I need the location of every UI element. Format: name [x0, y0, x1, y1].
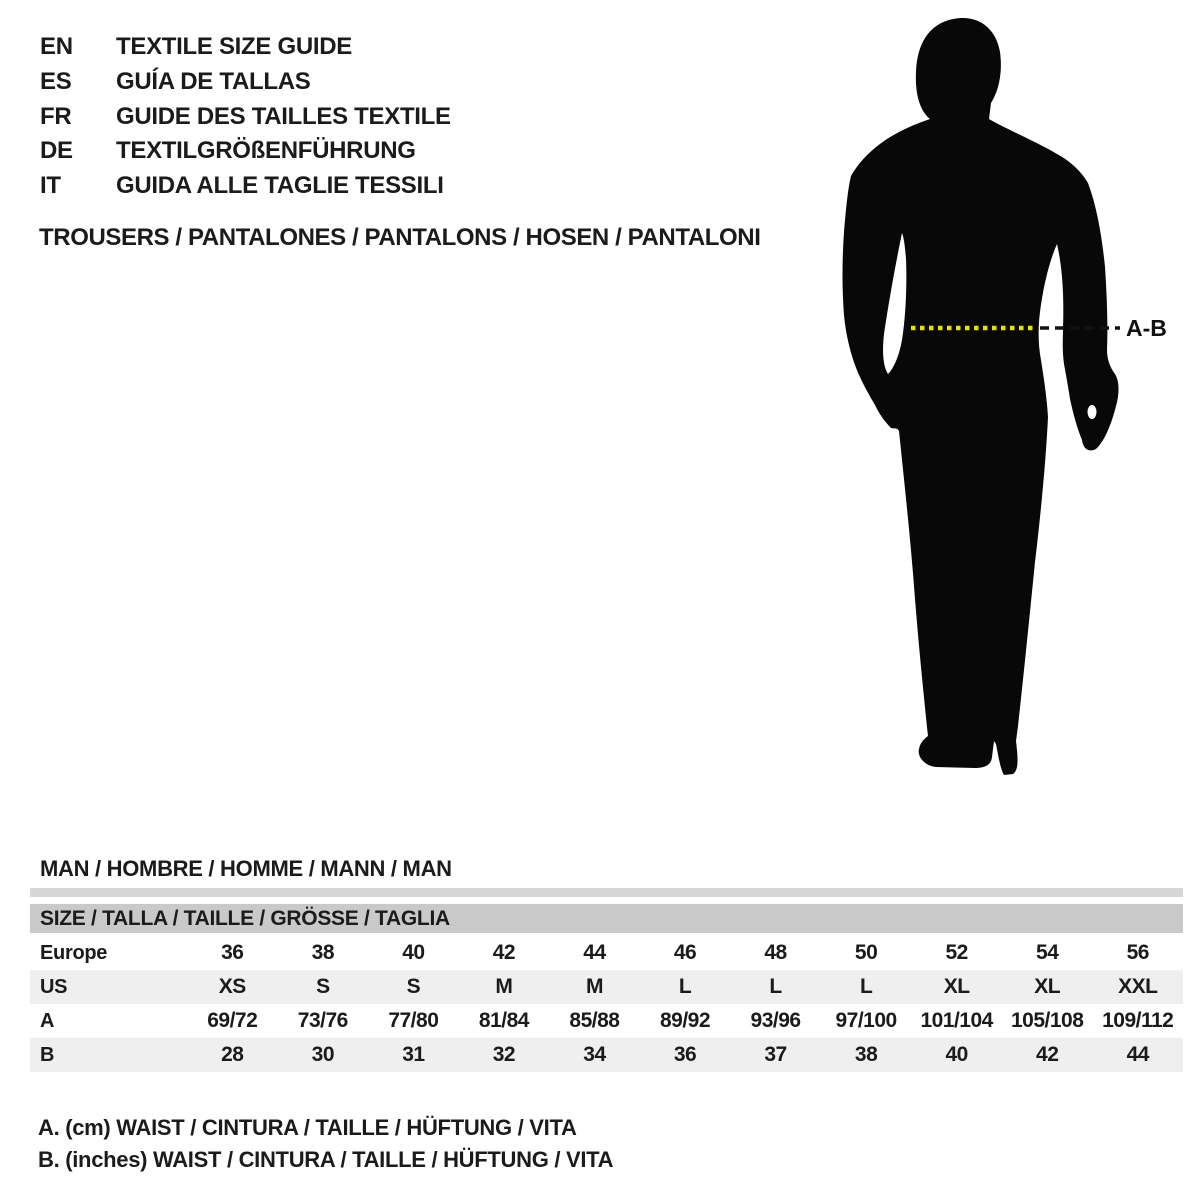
- size-cell: 44: [1126, 1043, 1149, 1066]
- size-cell: 38: [854, 1043, 878, 1066]
- size-cell: 40: [945, 1043, 968, 1066]
- table-top-strip: [30, 888, 1183, 897]
- size-cell: 38: [311, 941, 334, 964]
- hand-thumb-gap: [1088, 405, 1097, 419]
- man-silhouette-figure: [840, 15, 1175, 780]
- size-cell: 37: [764, 1043, 787, 1066]
- size-cell: L: [859, 975, 873, 998]
- size-cell: 42: [1036, 1043, 1059, 1066]
- language-list: [40, 30, 451, 203]
- size-cell: 93/96: [750, 1009, 801, 1032]
- language-code: DE: [40, 137, 73, 165]
- language-code: IT: [40, 172, 61, 200]
- man-silhouette: [843, 18, 1119, 775]
- language-label: GUÍA DE TALLAS: [116, 68, 311, 96]
- table-row-a-cm: [30, 1004, 1183, 1038]
- footnotes: [38, 1112, 613, 1176]
- size-cell: XL: [943, 975, 970, 998]
- gender-heading: MAN / HOMBRE / HOMME / MANN / MAN: [40, 856, 452, 881]
- size-cell: 40: [402, 941, 425, 964]
- size-cell: 85/88: [569, 1009, 620, 1032]
- size-cell: 32: [492, 1043, 516, 1066]
- language-label: TEXTILGRÖßENFÜHRUNG: [116, 137, 416, 165]
- table-row-b-inches: [30, 1038, 1183, 1072]
- table-row-us: [30, 970, 1183, 1004]
- row-label: A: [40, 1009, 55, 1032]
- size-cell: 77/80: [388, 1009, 439, 1032]
- language-row-de: [40, 134, 451, 169]
- footnote-b: B. (inches) WAIST / CINTURA / TAILLE / HÜFTUNG / VITA: [38, 1147, 614, 1172]
- size-cell: XL: [1034, 975, 1061, 998]
- size-cell: 50: [854, 941, 878, 964]
- language-code: EN: [40, 33, 73, 61]
- product-heading: TROUSERS / PANTALONES / PANTALONS / HOSEN / PANTALONI: [39, 224, 761, 251]
- size-cell: XS: [218, 975, 246, 998]
- size-cell: 54: [1036, 941, 1059, 964]
- size-cell: 105/108: [1010, 1009, 1084, 1032]
- language-row-es: [40, 65, 451, 100]
- size-cell: 36: [221, 941, 244, 964]
- size-cell: 89/92: [659, 1009, 711, 1032]
- size-cell: 28: [221, 1043, 244, 1066]
- size-cell: 56: [1126, 941, 1149, 964]
- size-cell: 48: [764, 941, 787, 964]
- size-cell: S: [316, 975, 330, 998]
- size-cell: S: [406, 975, 421, 998]
- language-code: ES: [40, 68, 72, 96]
- size-cell: 44: [583, 941, 606, 964]
- size-cell: L: [678, 975, 692, 998]
- size-cell: 97/100: [835, 1009, 897, 1032]
- size-table: [30, 936, 1183, 1072]
- size-cell: M: [495, 975, 513, 998]
- size-cell: 46: [673, 941, 697, 964]
- language-code: FR: [40, 102, 72, 130]
- table-row-europe: [30, 936, 1183, 970]
- size-cell: 73/76: [297, 1009, 348, 1032]
- size-cell: L: [769, 975, 782, 998]
- size-cell: M: [585, 975, 603, 998]
- language-label: GUIDE DES TAILLES TEXTILE: [116, 102, 451, 130]
- size-table-header: SIZE / TALLA / TAILLE / GRÖSSE / TAGLIA: [30, 904, 1183, 933]
- row-label: US: [40, 975, 68, 998]
- measure-label: A-B: [1126, 315, 1167, 341]
- size-cell: 101/104: [920, 1009, 993, 1032]
- row-label: B: [40, 1043, 55, 1066]
- size-cell: 109/112: [1102, 1009, 1174, 1032]
- size-cell: 52: [945, 941, 968, 964]
- language-label: TEXTILE SIZE GUIDE: [116, 33, 352, 61]
- row-label: Europe: [40, 941, 108, 964]
- size-cell: 34: [583, 1043, 606, 1066]
- language-label: GUIDA ALLE TAGLIE TESSILI: [116, 172, 444, 200]
- size-cell: 30: [311, 1043, 334, 1066]
- language-row-en: [40, 30, 451, 65]
- language-row-fr: [40, 99, 451, 134]
- size-cell: XXL: [1118, 975, 1158, 998]
- language-row-it: [40, 169, 451, 204]
- footnote-a: A. (cm) WAIST / CINTURA / TAILLE / HÜFTUNG / VITA: [38, 1115, 577, 1140]
- size-cell: 69/72: [207, 1009, 258, 1032]
- size-cell: 81/84: [478, 1009, 529, 1032]
- size-cell: 36: [673, 1043, 697, 1066]
- size-cell: 31: [402, 1043, 425, 1066]
- size-cell: 42: [492, 941, 516, 964]
